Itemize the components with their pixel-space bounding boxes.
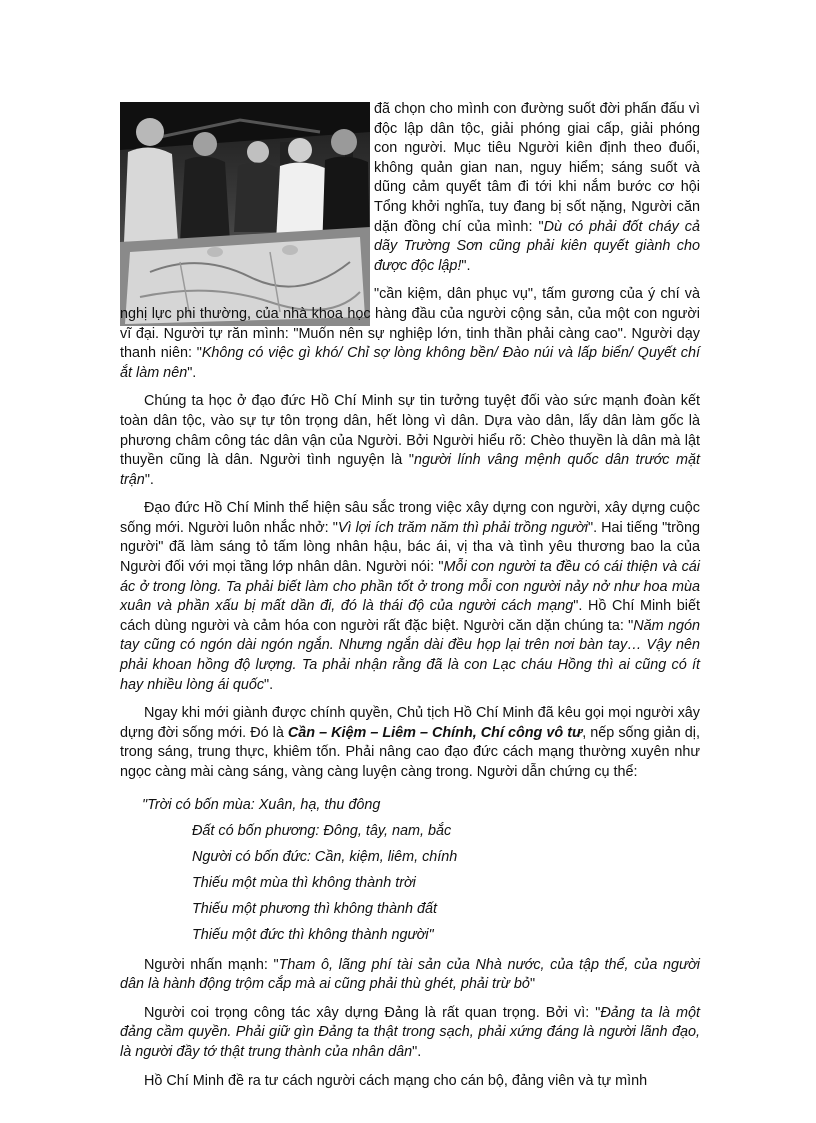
text: Chúng ta học ở đạo đức Hồ Chí Minh sự tin tưởng tuyệt đối vào sức mạnh đoàn kết toàn dân tộc, vào sự tự tôn trọng dân, hết lòng vì dân. Dựa vào dân, lấy dân làm gốc là phương châm công tác dân vận của Người. Bởi Người hiểu rõ: Chèo thuyền là dân mà lật thuyền cũng là dân. Người tình nguyện là " — [120, 393, 700, 469]
paragraph-4 — [120, 499, 700, 695]
paragraph-7 — [120, 1004, 700, 1063]
paragraph-2 — [120, 285, 700, 383]
poem-line: Thiếu một mùa thì không thành trời — [192, 874, 416, 891]
poem — [120, 792, 700, 948]
quote: Dù có phải đốt cháy cả dãy Trường Sơn cũng phải kiên quyết giành cho được độc lập! — [374, 218, 700, 274]
quote: người lính vâng mệnh quốc dân trước mặt trận — [120, 452, 700, 488]
paragraph-8 — [120, 1072, 700, 1092]
paragraph-3 — [120, 392, 700, 490]
text: , nếp sống giản dị, trong sáng, trung thực, khiêm tốn. Phải nâng cao đạo đức cách mạng thường xuyên như ngọc càng mài càng sáng, vàng càng luyện càng trong. Người dẫn chứng cụ thể: — [120, 724, 700, 780]
paragraph-5 — [120, 704, 700, 782]
emphasis: Cần – Kiệm – Liêm – Chính, Chí công vô tư — [287, 724, 583, 741]
text: Người coi trọng công tác xây dựng Đảng là rất quan trọng. Bởi vì: " — [144, 1004, 601, 1021]
text: Người nhấn mạnh: " — [144, 956, 279, 973]
quote: Mỗi con người ta đều có cái thiện và cái ác ở trong lòng. Ta phải biết làm cho phần tốt ở trong mỗi con người nảy nở như hoa mùa xuân và phần xấu bị mất dần đi, đó là thái độ của người cách mạng — [120, 559, 700, 615]
poem-line: Người có bốn đức: Cần, kiệm, liêm, chính — [192, 848, 458, 865]
poem-line: "Trời có bốn mùa: Xuân, hạ, thu đông — [142, 796, 381, 813]
text: ". — [461, 257, 471, 274]
text: ". — [264, 676, 274, 693]
text: ". Hồ Chí Minh biết cách dùng người và cảm hóa con người rất đặc biệt. Người căn dặn chúng ta: " — [120, 598, 700, 634]
text: " — [529, 976, 536, 993]
photo-spacer — [120, 100, 374, 298]
text: "cần kiệm, dân phục vụ", tấm gương của ý chí và nghị lực phi thường, của nhà khoa học hàng đầu của người cộng sản, của một con người vĩ đại. Người tự răn mình: "Muốn nên sự nghiệp lớn, tinh thần phải càng cao". Người dạy thanh niên: " — [120, 286, 700, 362]
quote: Tham ô, lãng phí tài sản của Nhà nước, của tập thể, của người dân là hành động trộm cắp mà ai cũng phải thù ghét, phải trừ bỏ — [120, 956, 701, 993]
text: Ngay khi mới giành được chính quyền, Chủ tịch Hồ Chí Minh đã kêu gọi mọi người xây dựng đời sống mới. Đó là — [120, 705, 700, 741]
text: ". — [412, 1043, 422, 1060]
paragraph-6 — [120, 956, 700, 995]
quote: Vì lợi ích trăm năm thì phải trồng người — [337, 519, 588, 536]
text: Đạo đức Hồ Chí Minh thể hiện sâu sắc trong việc xây dựng con người, xây dựng cuộc sống mới. Người luôn nhắc nhở: " — [120, 500, 700, 536]
text: đã chọn cho mình con đường suốt đời phấn đấu vì độc lập dân tộc, giải phóng giai cấp, giải phóng con người. Mục tiêu Người kiên định theo đuổi, không quản gian nan, nguy hiểm; sáng suốt và dũng cảm quyết tâm đi tới khi nắm bước cơ hội Tổng khởi nghĩa, tuy đang bị sốt nặng, Người căn dặn đồng chí của mình: " — [374, 101, 700, 235]
text: ". — [187, 364, 197, 381]
document-body — [120, 100, 700, 1100]
text: ". Hai tiếng "trồng người" đã làm sáng tỏ tấm lòng nhân hậu, bác ái, vị tha và tình yêu thương bao la của Người đối với mọi tầng lớp nhân dân. Người nói: " — [120, 519, 700, 576]
text: ". — [144, 471, 154, 488]
text: Hồ Chí Minh đề ra tư cách người cách mạng cho cán bộ, đảng viên và tự mình — [144, 1072, 648, 1089]
poem-line: Thiếu một phương thì không thành đất — [192, 900, 438, 917]
poem-line: Đất có bốn phương: Đông, tây, nam, bắc — [192, 822, 452, 839]
poem-line: Thiếu một đức thì không thành người" — [192, 926, 434, 943]
quote: Đảng ta là một đảng cầm quyền. Phải giữ gìn Đảng ta thật trong sạch, phải xứng đáng là người lãnh đạo, là người đầy tớ thật trung thành của nhân dân — [120, 1004, 700, 1060]
quote: Năm ngón tay cũng có ngón dài ngón ngắn. Nhưng ngắn dài đều họp lại trên nơi bàn tay… Vậy nên phải khoan hồng độ lượng. Ta phải nhận rằng đã là con Lạc cháu Hồng thì ai cũng có ít hay nhiều lòng ái quốc — [120, 617, 700, 693]
quote: Không có việc gì khó/ Chỉ sợ lòng không bền/ Đào núi và lấp biển/ Quyết chí ắt làm nên — [120, 345, 700, 381]
